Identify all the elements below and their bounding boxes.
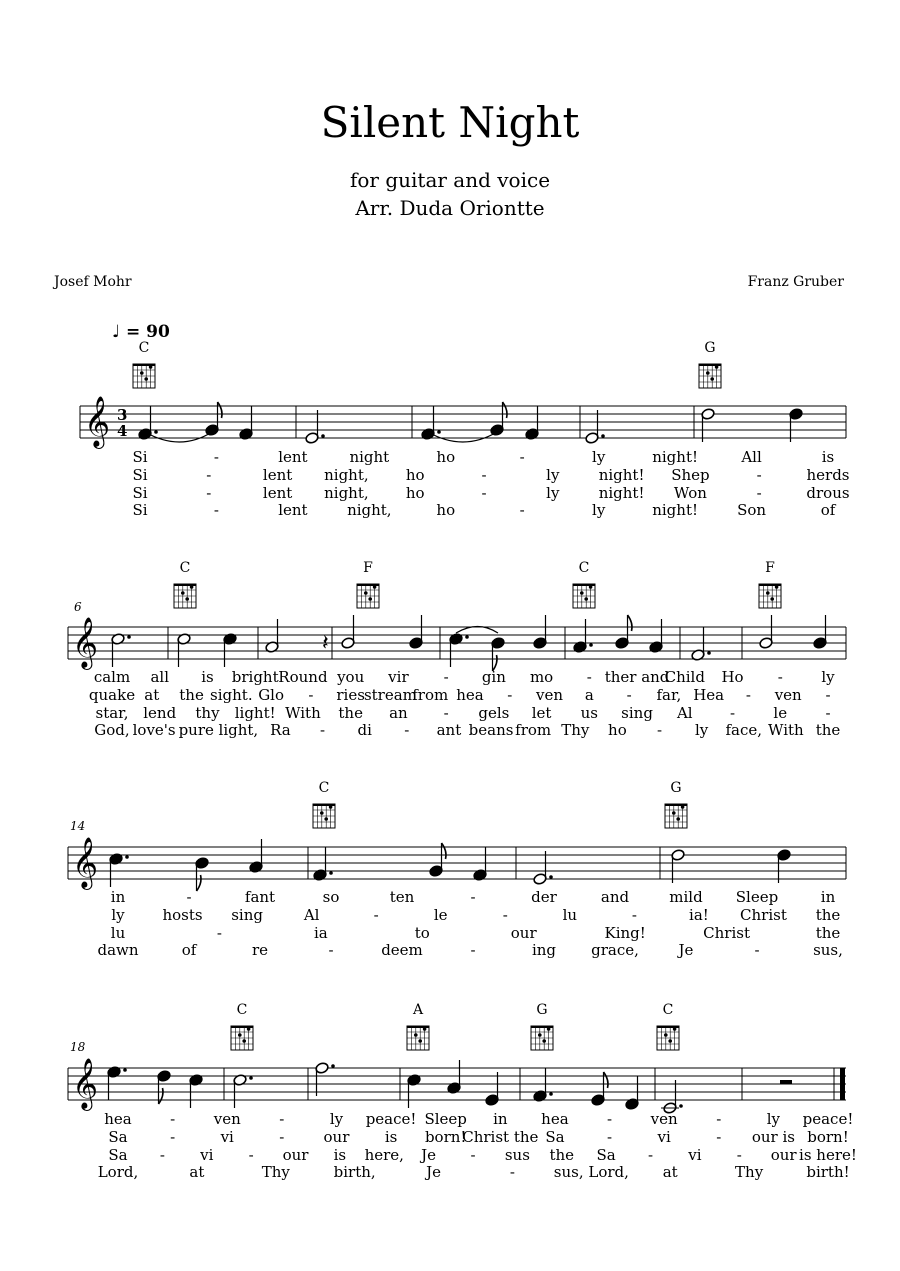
- lyric-syllable: vi: [657, 1128, 671, 1146]
- lyric-syllable: ly: [111, 906, 125, 924]
- chord-dot: [584, 597, 588, 601]
- chord-dot: [238, 1033, 242, 1037]
- lyric-syllable: Sleep: [735, 888, 779, 906]
- lyric-syllable: star,: [95, 704, 129, 722]
- chord-dot: [672, 811, 676, 815]
- measure-number: 6: [74, 600, 82, 614]
- chord-dot: [664, 1033, 668, 1037]
- lyric-syllable: le: [433, 906, 448, 924]
- lyric-syllable: the: [815, 721, 841, 739]
- lyric-syllable: is: [821, 448, 835, 466]
- lyric-syllable: -: [320, 721, 326, 739]
- treble-clef-icon: 𝄞: [72, 617, 99, 668]
- lyric-syllable: drous: [806, 484, 850, 502]
- chord-dot: [320, 811, 324, 815]
- lyric-syllable: a: [584, 686, 594, 704]
- chord-name: F: [363, 560, 373, 576]
- note-dot: [331, 1064, 335, 1068]
- lyric-syllable: King!: [604, 924, 646, 942]
- lyric-syllable: -: [328, 941, 334, 959]
- chord-name: C: [179, 560, 191, 576]
- lyric-syllable: Sa: [108, 1128, 128, 1146]
- lyric-syllable: Si: [132, 484, 148, 502]
- chord-dot: [547, 1027, 551, 1031]
- lyric-syllable: Shep: [671, 466, 710, 484]
- lyric-syllable: is: [201, 668, 214, 686]
- lyric-syllable: at: [189, 1163, 205, 1181]
- lyric-syllable: -: [470, 888, 476, 906]
- lyric-syllable: -: [606, 1128, 613, 1146]
- lyric-syllable: -: [470, 941, 476, 959]
- lyric-syllable: Ho: [721, 668, 744, 686]
- lyric-syllable: sing: [231, 906, 263, 924]
- lyric-syllable: ing: [531, 941, 557, 959]
- lyric-syllable: -: [745, 686, 751, 704]
- lyric-syllable: ant: [436, 721, 462, 739]
- lyric-syllable: lent: [278, 448, 308, 466]
- note-dot: [249, 1076, 253, 1080]
- chord-name: G: [704, 340, 716, 356]
- chord-dot: [190, 585, 194, 589]
- lyric-syllable: vi: [220, 1128, 234, 1146]
- lyric-syllable: lend: [143, 704, 177, 722]
- lyric-syllable: night!: [598, 484, 645, 502]
- lyric-syllable: -: [825, 686, 831, 704]
- lyric-syllable: our: [510, 924, 537, 942]
- lyric-syllable: -: [716, 1128, 722, 1146]
- lyric-syllable: hea: [456, 686, 484, 704]
- lyric-syllable: pure: [178, 721, 214, 739]
- quarter-rest-icon: 𝄽: [322, 631, 329, 656]
- lyric-syllable: -: [170, 1128, 176, 1146]
- lyric-syllable: -: [631, 906, 637, 924]
- lyric-syllable: of: [181, 941, 197, 959]
- lyricist-credit: Josef Mohr: [54, 274, 132, 290]
- lyric-syllable: -: [186, 888, 192, 906]
- lyric-syllable: Son: [737, 501, 767, 519]
- lyric-syllable: let: [531, 704, 552, 722]
- lyric-syllable: ia: [313, 924, 328, 942]
- note-dot: [601, 434, 605, 438]
- lyric-syllable: -: [443, 704, 449, 722]
- lyric-syllable: ly: [546, 466, 560, 484]
- lyric-syllable: gin: [481, 668, 506, 686]
- lyric-syllable: herds: [806, 466, 850, 484]
- lyric-syllable: sus: [504, 1146, 530, 1164]
- lyric-syllable: vi: [688, 1146, 702, 1164]
- lyric-syllable: -: [756, 466, 762, 484]
- chord-dot: [580, 591, 584, 595]
- note-dot: [154, 430, 158, 434]
- lyric-syllable: gels: [478, 704, 510, 722]
- treble-clef-icon: 𝄞: [84, 396, 111, 447]
- lyric-syllable: ther and: [604, 668, 670, 686]
- lyric-syllable: beans: [468, 721, 514, 739]
- lyric-syllable: sight.: [210, 686, 253, 704]
- lyric-syllable: in: [820, 888, 836, 906]
- lyric-syllable: you: [337, 668, 365, 686]
- lyric-syllable: the: [549, 1146, 575, 1164]
- lyric-syllable: Je: [421, 1146, 437, 1164]
- lyric-syllable: so: [322, 888, 340, 906]
- chord-dot: [706, 371, 710, 375]
- note-dot: [125, 855, 129, 859]
- lyric-syllable: Thy: [561, 721, 590, 739]
- lyric-syllable: -: [729, 704, 736, 722]
- lyric-syllable: Christ: [740, 906, 787, 924]
- measure-number: 18: [70, 1040, 86, 1054]
- lyric-syllable: Christ the: [462, 1128, 539, 1146]
- lyric-syllable: -: [206, 466, 212, 484]
- lyric-syllable: the: [179, 686, 204, 704]
- lyric-syllable: -: [756, 484, 762, 502]
- lyric-syllable: Christ: [703, 924, 750, 942]
- chord-dot: [364, 591, 368, 595]
- lyric-syllable: us: [580, 704, 599, 722]
- lyric-syllable: light!: [234, 704, 276, 722]
- chord-dot: [418, 1039, 422, 1043]
- chord-name: F: [765, 560, 775, 576]
- lyric-syllable: -: [279, 1110, 285, 1128]
- note-flag: [218, 402, 223, 418]
- lyric-syllable: -: [481, 466, 487, 484]
- lyric-syllable: light,: [218, 721, 259, 739]
- lyric-syllable: night,: [324, 484, 369, 502]
- lyric-syllable: -: [159, 1146, 165, 1164]
- lyric-syllable: Si: [132, 466, 148, 484]
- lyric-syllable: Sa: [108, 1146, 128, 1164]
- lyric-syllable: Child: [664, 668, 705, 686]
- lyric-syllable: All: [741, 448, 762, 466]
- lyric-syllable: God,: [94, 721, 130, 739]
- note-dot: [589, 643, 593, 647]
- lyric-syllable: Lord,: [97, 1163, 139, 1181]
- lyric-syllable: Glo: [258, 686, 285, 704]
- half-rest-icon: [780, 1080, 792, 1084]
- lyric-syllable: ly: [329, 1110, 344, 1128]
- lyric-syllable: sus, Lord,: [553, 1163, 629, 1181]
- lyric-syllable: -: [606, 1110, 613, 1128]
- lyric-syllable: Je: [678, 941, 694, 959]
- lyric-syllable: our: [770, 1146, 797, 1164]
- lyric-syllable: -: [736, 1146, 742, 1164]
- lyric-syllable: With: [285, 704, 321, 722]
- chord-name: C: [318, 780, 330, 796]
- lyric-syllable: -: [716, 1110, 722, 1128]
- lyric-syllable: face,: [725, 721, 763, 739]
- lyric-syllable: -: [248, 1146, 254, 1164]
- lyric-syllable: bright: [231, 668, 279, 686]
- lyric-syllable: of: [820, 501, 836, 519]
- lyric-syllable: -: [519, 501, 525, 519]
- lyric-syllable: -: [647, 1146, 654, 1164]
- lyric-syllable: ho: [608, 721, 627, 739]
- lyric-syllable: love's: [132, 721, 176, 739]
- chord-dot: [324, 817, 328, 821]
- lyric-syllable: -: [213, 448, 219, 466]
- chord-name: C: [236, 1002, 248, 1018]
- note-dot: [707, 651, 711, 655]
- chord-dot: [668, 1039, 672, 1043]
- lyric-syllable: -: [656, 721, 663, 739]
- chord-dot: [329, 805, 333, 809]
- lyric-syllable: at: [662, 1163, 678, 1181]
- treble-clef-icon: 𝄞: [72, 1058, 99, 1109]
- chord-dot: [710, 377, 714, 381]
- chord-dot: [770, 597, 774, 601]
- lyric-syllable: night,: [324, 466, 369, 484]
- lyric-syllable: lu: [562, 906, 578, 924]
- lyric-syllable: -: [502, 906, 508, 924]
- lyric-syllable: is: [384, 1128, 398, 1146]
- lyric-syllable: night,: [347, 501, 392, 519]
- lyric-syllable: -: [825, 704, 831, 722]
- note-dot: [329, 871, 333, 875]
- lyric-syllable: ia!: [689, 906, 709, 924]
- chord-dot: [373, 585, 377, 589]
- lyric-syllable: Thy: [261, 1163, 290, 1181]
- lyric-syllable: ho: [436, 448, 456, 466]
- lyric-syllable: ho: [405, 484, 425, 502]
- lyric-syllable: -: [754, 941, 760, 959]
- lyric-syllable: mild: [669, 888, 703, 906]
- lyric-syllable: Si: [132, 448, 148, 466]
- note-dot: [549, 875, 553, 879]
- note-flag: [442, 843, 447, 859]
- time-signature-bottom: 4: [117, 422, 128, 440]
- chord-dot: [149, 365, 153, 369]
- lyric-syllable: the: [815, 924, 841, 942]
- note-flag: [159, 1088, 164, 1104]
- lyric-syllable: Ra: [270, 721, 291, 739]
- lyric-syllable: thy: [195, 704, 220, 722]
- lyric-syllable: -: [507, 686, 513, 704]
- lyric-syllable: ly: [821, 668, 835, 686]
- chord-dot: [144, 377, 148, 381]
- chord-dot: [715, 365, 719, 369]
- chord-dot: [185, 597, 189, 601]
- lyric-syllable: hosts: [162, 906, 203, 924]
- note-dot: [465, 635, 469, 639]
- chord-dot: [775, 585, 779, 589]
- chord-dot: [542, 1039, 546, 1043]
- lyric-syllable: der: [531, 888, 557, 906]
- chord-name: G: [670, 780, 682, 796]
- arranger-credit: Arr. Duda Oriontte: [355, 196, 545, 220]
- lyric-syllable: is here!: [799, 1146, 857, 1164]
- chord-dot: [140, 371, 144, 375]
- lyric-syllable: re: [251, 941, 269, 959]
- lyric-syllable: from: [515, 721, 552, 739]
- lyric-syllable: grace,: [591, 941, 639, 959]
- final-barline: [840, 1068, 845, 1100]
- lyric-syllable: born!: [807, 1128, 849, 1146]
- chord-dot: [589, 585, 593, 589]
- chord-dot: [673, 1027, 677, 1031]
- lyric-syllable: born!: [424, 1128, 467, 1146]
- lyric-syllable: and: [600, 888, 630, 906]
- lyric-syllable: night!: [598, 466, 645, 484]
- quarter-note-icon: ♩: [112, 322, 121, 342]
- lyric-syllable: our is: [751, 1128, 795, 1146]
- chord-name: C: [578, 560, 590, 576]
- note-dot: [321, 434, 325, 438]
- treble-clef-icon: 𝄞: [72, 837, 99, 888]
- lyric-syllable: ly: [592, 501, 606, 519]
- measure-number: 14: [70, 819, 86, 833]
- chord-name: A: [412, 1002, 424, 1018]
- lyric-syllable: the: [338, 704, 363, 722]
- lyric-syllable: night: [349, 448, 390, 466]
- lyric-syllable: -: [373, 906, 379, 924]
- lyric-syllable: Round: [278, 668, 328, 686]
- composer-credit: Franz Gruber: [747, 274, 844, 290]
- note-dot: [127, 635, 131, 639]
- lyric-syllable: stream: [363, 686, 417, 704]
- lyric-syllable: fant: [244, 888, 276, 906]
- lyric-syllable: -: [279, 1128, 285, 1146]
- lyric-syllable: ho: [405, 466, 425, 484]
- lyric-syllable: -: [213, 501, 219, 519]
- lyric-syllable: -: [404, 721, 410, 739]
- lyric-syllable: sus,: [813, 941, 843, 959]
- note-dot: [549, 1092, 553, 1096]
- chord-dot: [423, 1027, 427, 1031]
- lyric-syllable: Al: [303, 906, 320, 924]
- lyric-syllable: ly: [695, 721, 709, 739]
- lyric-syllable: our: [323, 1128, 350, 1146]
- lyric-syllable: vir: [388, 668, 409, 686]
- chord-dot: [538, 1033, 542, 1037]
- lyric-syllable: lent: [278, 501, 308, 519]
- chord-dot: [247, 1027, 251, 1031]
- lyric-syllable: peace!: [802, 1110, 854, 1128]
- time-signature-top: 3: [117, 406, 128, 424]
- lyric-syllable: here,: [364, 1146, 404, 1164]
- lyric-syllable: Al: [676, 704, 693, 722]
- lyric-syllable: from: [412, 686, 449, 704]
- lyric-syllable: lent: [262, 484, 293, 502]
- lyric-syllable: lent: [262, 466, 293, 484]
- lyric-syllable: Hea: [693, 686, 725, 704]
- chord-dot: [676, 817, 680, 821]
- lyric-syllable: -: [626, 686, 632, 704]
- lyric-syllable: sing: [621, 704, 653, 722]
- lyric-syllable: vi: [200, 1146, 214, 1164]
- lyric-syllable: birth!: [806, 1163, 850, 1181]
- lyric-syllable: hea: [104, 1110, 132, 1128]
- lyric-syllable: deem: [381, 941, 423, 959]
- note-flag: [197, 875, 202, 891]
- lyric-syllable: di: [357, 721, 372, 739]
- lyric-syllable: -: [206, 484, 212, 502]
- lyric-syllable: -: [170, 1110, 176, 1128]
- lyric-syllable: an: [389, 704, 408, 722]
- lyric-syllable: Sleep: [424, 1110, 467, 1128]
- lyric-syllable: ven: [774, 686, 802, 704]
- lyric-syllable: lu: [110, 924, 126, 942]
- lyric-syllable: le: [773, 704, 788, 722]
- note-flag: [503, 402, 508, 418]
- lyric-syllable: quake: [88, 686, 136, 704]
- chord-dot: [414, 1033, 418, 1037]
- chord-dot: [368, 597, 372, 601]
- chord-dot: [242, 1039, 246, 1043]
- lyric-syllable: our: [282, 1146, 309, 1164]
- lyric-syllable: ven: [536, 686, 564, 704]
- chord-dot: [681, 805, 685, 809]
- lyric-syllable: Je: [426, 1163, 442, 1181]
- lyric-syllable: far,: [656, 686, 682, 704]
- lyric-syllable: -: [519, 448, 525, 466]
- chord-name: C: [662, 1002, 674, 1018]
- lyric-syllable: ven: [213, 1110, 241, 1128]
- lyric-syllable: Won: [673, 484, 707, 502]
- lyric-syllable: Sa: [545, 1128, 565, 1146]
- chord-name: G: [536, 1002, 548, 1018]
- lyric-syllable: ries: [336, 686, 365, 704]
- chord-name: C: [138, 340, 150, 356]
- lyric-syllable: night!: [652, 501, 699, 519]
- lyric-syllable: dawn: [97, 941, 139, 959]
- lyric-syllable: Sa: [596, 1146, 616, 1164]
- note-flag: [628, 615, 633, 631]
- subtitle: for guitar and voice: [349, 168, 551, 192]
- lyric-syllable: -: [308, 686, 314, 704]
- note-dot: [437, 430, 441, 434]
- lyric-syllable: -: [509, 1163, 515, 1181]
- lyric-syllable: the: [815, 906, 841, 924]
- lyric-syllable: ven: [650, 1110, 678, 1128]
- note-flag: [604, 1072, 609, 1088]
- lyric-syllable: -: [443, 668, 449, 686]
- chord-dot: [181, 591, 185, 595]
- lyric-syllable: all: [150, 668, 170, 686]
- lyric-syllable: -: [216, 924, 222, 942]
- lyric-syllable: in: [493, 1110, 508, 1128]
- lyric-syllable: -: [481, 484, 487, 502]
- lyric-syllable: ten: [389, 888, 415, 906]
- lyric-syllable: -: [470, 1146, 476, 1164]
- note-dot: [679, 1104, 683, 1108]
- lyric-syllable: Si: [132, 501, 148, 519]
- lyric-syllable: ho: [436, 501, 456, 519]
- lyric-syllable: -: [586, 668, 592, 686]
- lyric-syllable: ly: [546, 484, 560, 502]
- lyric-syllable: night!: [652, 448, 699, 466]
- page-title: Silent Night: [320, 98, 580, 147]
- lyric-syllable: in: [110, 888, 126, 906]
- lyric-syllable: With: [768, 721, 804, 739]
- lyric-syllable: hea: [541, 1110, 569, 1128]
- lyric-syllable: ly: [592, 448, 606, 466]
- lyric-syllable: birth,: [333, 1163, 376, 1181]
- lyric-syllable: mo: [529, 668, 554, 686]
- lyric-syllable: is: [333, 1146, 347, 1164]
- lyric-syllable: to: [414, 924, 430, 942]
- lyric-syllable: peace!: [365, 1110, 417, 1128]
- lyric-syllable: Thy: [735, 1163, 764, 1181]
- note-dot: [123, 1068, 127, 1072]
- lyric-syllable: -: [777, 668, 783, 686]
- tempo-value: = 90: [125, 322, 170, 342]
- chord-dot: [766, 591, 770, 595]
- lyric-syllable: ly: [766, 1110, 781, 1128]
- lyric-syllable: calm: [93, 668, 131, 686]
- lyric-syllable: at: [144, 686, 160, 704]
